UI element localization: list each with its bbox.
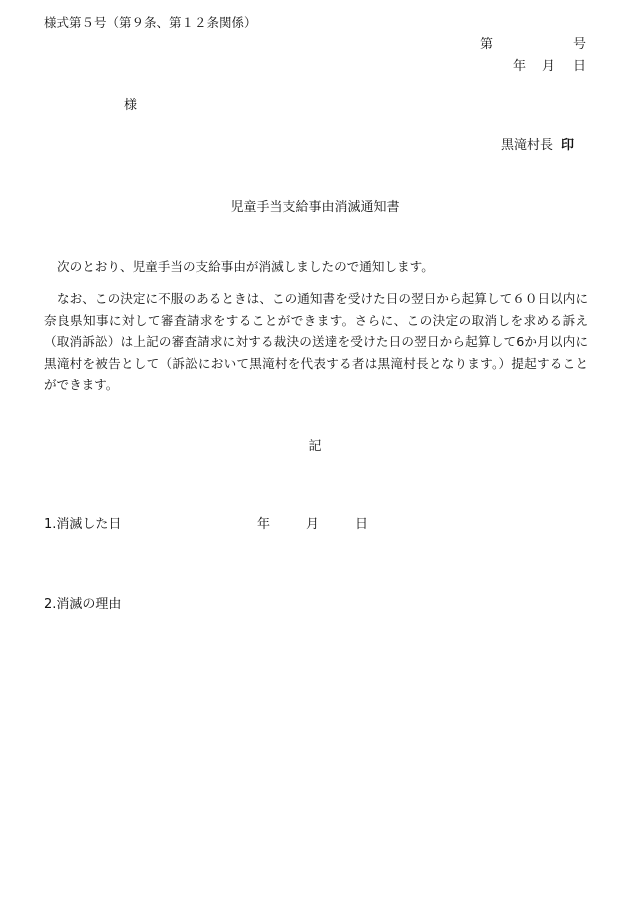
notice-paragraph: 次のとおり、児童手当の支給事由が消滅しましたので通知します。 <box>57 259 434 274</box>
document-title: 児童手当支給事由消滅通知書 <box>230 200 400 215</box>
seal-mark: 印 <box>561 138 575 153</box>
ki-heading: 記 <box>308 439 322 454</box>
issuer <box>501 139 574 152</box>
document-number-prefix: 第 <box>480 37 494 52</box>
date-year-label: 年 <box>513 59 527 74</box>
item-extinction-date-label: 1.消滅した日 <box>44 517 122 532</box>
item-extinction-reason-label: 2.消滅の理由 <box>44 597 122 612</box>
item-extinction-month: 月 <box>306 517 320 532</box>
date-month-label: 月 <box>542 59 556 74</box>
appeal-paragraph: なお、この決定に不服のあるときは、この通知書を受けた日の翌日から起算して６０日以内に奈良県知事に対して審査請求をすることができます。さらに、この決定の取消しを求める訴え（取消訴訟）は上記の審査請求に対する裁決の送達を受けた日の翌日から起算して6か月以内に黒滝村を被告として（訴訟において黒滝村を代表する者は黒滝村長となります。）提起することができます。 <box>44 291 588 392</box>
date-day-label: 日 <box>573 59 587 74</box>
form-number: 様式第５号（第９条、第１２条関係） <box>44 15 257 30</box>
recipient-honorific: 様 <box>124 98 138 113</box>
item-extinction-day: 日 <box>355 517 369 532</box>
document-number-suffix: 号 <box>573 37 587 52</box>
item-extinction-year: 年 <box>257 517 271 532</box>
issuer-name: 黒滝村長 <box>501 138 554 153</box>
